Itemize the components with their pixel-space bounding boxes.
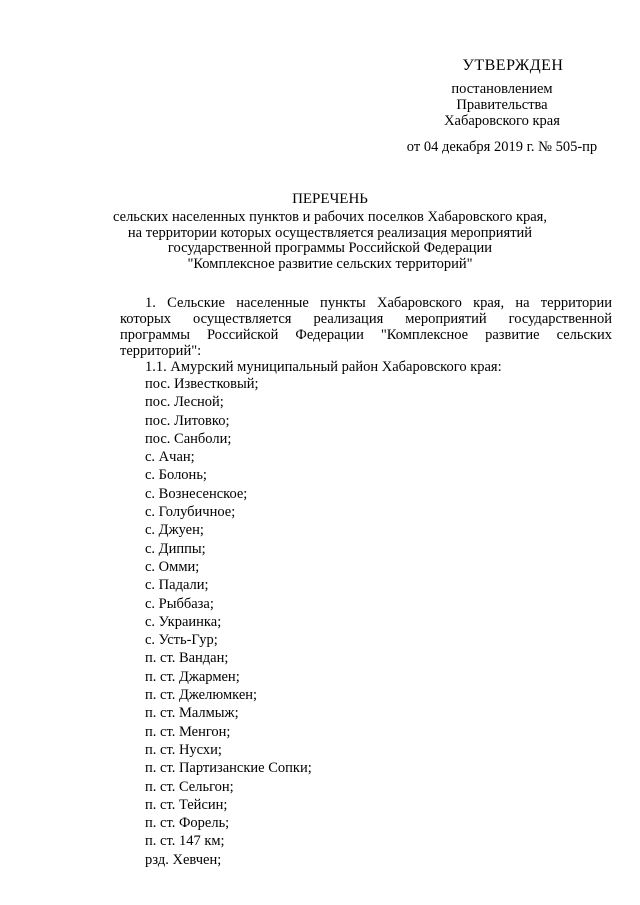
list-item: с. Рыббаза; (145, 595, 214, 612)
list-item: пос. Известковый; (145, 376, 259, 392)
list-item: пос. Лесной; (145, 394, 224, 411)
document-title: ПЕРЕЧЕНЬ (292, 191, 368, 207)
list-item: с. Усть-Гур; (145, 632, 218, 649)
list-item: п. ст. Джармен; (145, 668, 240, 685)
list-item: п. ст. Партизанские Сопки; (145, 760, 312, 777)
approval-title: УТВЕРЖДЕН (462, 57, 564, 74)
list-item: пос. Литовко; (145, 412, 230, 429)
list-item: п. ст. Форель; (145, 815, 230, 832)
heading-line-4: "Комплексное развитие сельских территорий" (187, 255, 473, 272)
district-heading: 1.1. Амурский муниципальный район Хабаровского края: (145, 359, 502, 375)
approval-date: от 04 декабря 2019 г. № 505-пр (406, 139, 598, 155)
settlement-list (120, 375, 612, 869)
approval-line-government: Правительства (456, 97, 548, 113)
document-heading (0, 190, 640, 272)
list-item: с. Падали; (145, 577, 209, 594)
list-item: п. ст. Нусхи; (145, 741, 222, 758)
list-item: п. ст. Малмыж; (145, 705, 239, 722)
list-item: п. ст. Менгон; (145, 723, 231, 740)
heading-line-1: сельских населенных пунктов и рабочих поселков Хабаровского края, (113, 209, 547, 225)
list-item: с. Украинка; (145, 613, 222, 630)
list-item: п. ст. Сельгон; (145, 778, 234, 795)
list-item: п. ст. Джелюмкен; (145, 687, 258, 704)
list-item: п. ст. 147 км; (145, 833, 225, 850)
list-item: с. Диппы; (145, 540, 206, 557)
approval-block (372, 56, 632, 155)
list-item: с. Вознесенское; (145, 485, 248, 502)
heading-line-2: на территории которых осуществляется реализация мероприятий (127, 224, 533, 241)
heading-line-3: государственной программы Российской Федерации (167, 240, 493, 256)
list-item: с. Ачан; (145, 449, 195, 466)
list-item: п. ст. Тейсин; (145, 796, 228, 813)
approval-line-region: Хабаровского края (444, 113, 560, 129)
list-item: пос. Санболи; (145, 430, 232, 447)
list-item: п. ст. Вандан; (145, 650, 229, 667)
list-item: с. Джуен; (145, 522, 204, 539)
list-item: с. Омми; (145, 558, 200, 575)
section-intro-paragraph: 1. Сельские населенные пункты Хабаровского края, на территории которых осуществляется реализация мероприятий государственной программы Российской Федерации "Комплексное развитие сельских территорий": (120, 295, 612, 359)
list-item: с. Голубичное; (145, 504, 236, 521)
approval-line-decree: постановлением (451, 81, 553, 97)
document-body (120, 295, 612, 869)
list-item: с. Болонь; (145, 467, 207, 484)
list-item: рзд. Хевчен; (145, 851, 222, 868)
